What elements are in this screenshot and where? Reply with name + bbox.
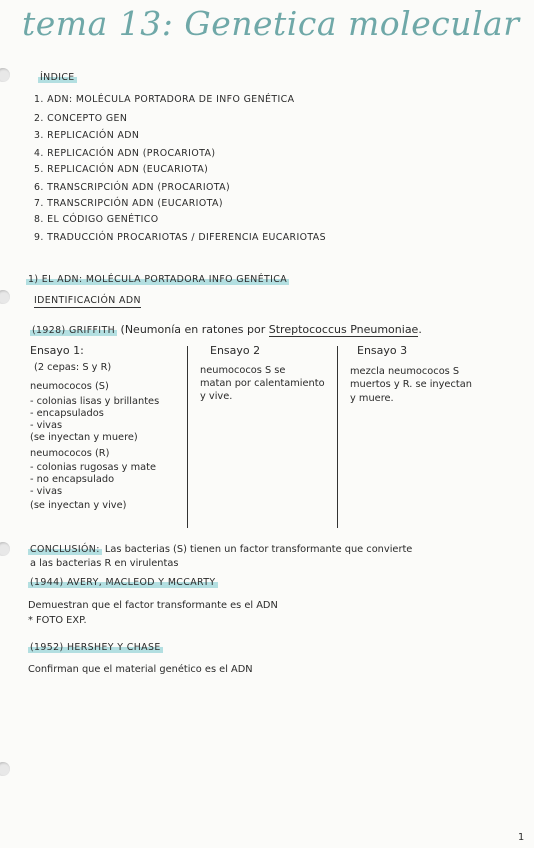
ensayo1-line: - no encapsulado: [30, 474, 115, 485]
ensayo1-line: neumococos (R): [30, 448, 110, 459]
ensayo1-line: (se inyectan y vive): [30, 500, 127, 511]
binder-hole: [0, 290, 10, 304]
page-number: 1: [518, 832, 525, 843]
index-item: 4. REPLICACIÓN ADN (PROCARIOTA): [34, 148, 216, 159]
ensayo2-title: Ensayo 2: [210, 344, 261, 357]
column-divider: [187, 346, 188, 528]
ensayo2-line: y vive.: [200, 391, 233, 402]
index-item: 8. EL CÓDIGO GENÉTICO: [34, 214, 159, 225]
hershey-heading: (1952) HERSHEY Y CHASE: [30, 642, 161, 653]
column-divider: [337, 346, 338, 528]
ensayo3-line: muertos y R. se inyectan: [350, 379, 472, 390]
ensayo1-line: neumococos (S): [30, 381, 109, 392]
ensayo2-line: matan por calentamiento: [200, 378, 325, 389]
page-title: tema 13: Genetica molecular: [22, 4, 520, 43]
ensayo3-line: mezcla neumococos S: [350, 366, 460, 377]
ensayo1-line: (2 cepas: S y R): [34, 362, 112, 373]
index-heading: ÍNDICE: [40, 72, 75, 83]
ensayo3-title: Ensayo 3: [357, 344, 408, 357]
ensayo1-line: - vivas: [30, 486, 63, 497]
index-item: 2. CONCEPTO GEN: [34, 113, 128, 124]
ensayo1-title: Ensayo 1:: [30, 344, 84, 357]
griffith-line: (1928) GRIFFITH (Neumonía en ratones por Streptococcus Pneumoniae.: [32, 323, 422, 336]
index-item: 1. ADN: MOLÉCULA PORTADORA DE INFO GENÉTICA: [34, 94, 295, 105]
index-item: 3. REPLICACIÓN ADN: [34, 130, 140, 141]
ensayo2-line: neumococos S se: [200, 365, 286, 376]
index-item: 6. TRANSCRIPCIÓN ADN (PROCARIOTA): [34, 182, 231, 193]
index-item: 9. TRADUCCIÓN PROCARIOTAS / DIFERENCIA EUCARIOTAS: [34, 232, 326, 243]
conclusion-line-2: a las bacterias R en virulentas: [30, 558, 179, 569]
ensayo1-line: - colonias rugosas y mate: [30, 462, 157, 473]
binder-hole: [0, 762, 10, 776]
ensayo1-line: - encapsulados: [30, 408, 104, 419]
index-item: 7. TRANSCRIPCIÓN ADN (EUCARIOTA): [34, 198, 223, 209]
section-subheading: IDENTIFICACIÓN ADN: [34, 295, 141, 306]
conclusion-line: CONCLUSIÓN: Las bacterias (S) tienen un factor transformante que convierte: [30, 544, 413, 555]
binder-hole: [0, 68, 10, 82]
hershey-text: Confirman que el material genético es el ADN: [28, 664, 253, 675]
section-heading: 1) EL ADN: MOLÉCULA PORTADORA INFO GENÉTICA: [28, 274, 288, 285]
avery-heading: (1944) AVERY, MACLEOD Y MCCARTY: [30, 577, 216, 588]
binder-hole: [0, 542, 10, 556]
avery-note: * FOTO EXP.: [28, 615, 87, 626]
ensayo1-line: - vivas: [30, 420, 63, 431]
ensayo3-line: y muere.: [350, 393, 394, 404]
avery-text: Demuestran que el factor transformante es el ADN: [28, 600, 278, 611]
ensayo1-line: (se inyectan y muere): [30, 432, 138, 443]
index-item: 5. REPLICACIÓN ADN (EUCARIOTA): [34, 164, 209, 175]
ensayo1-line: - colonias lisas y brillantes: [30, 396, 160, 407]
